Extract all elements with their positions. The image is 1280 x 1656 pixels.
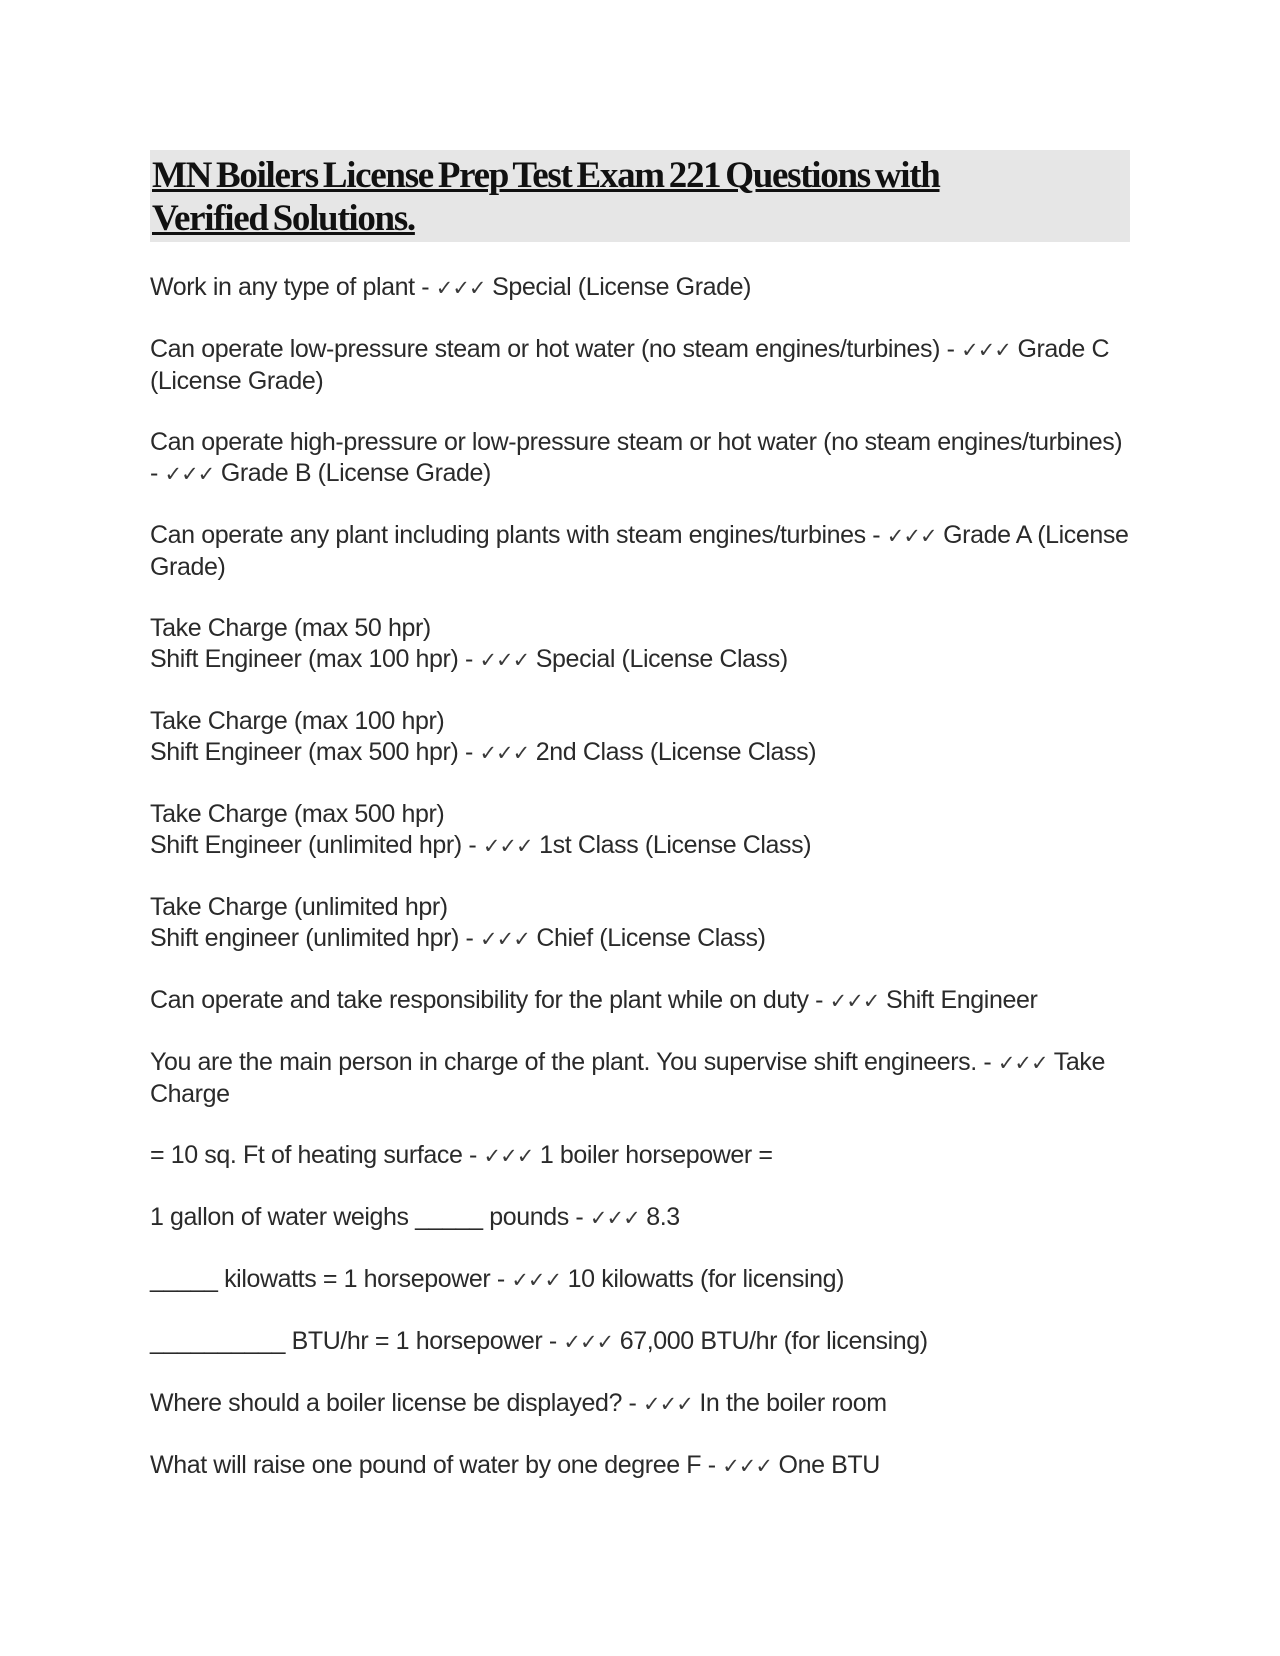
qa-item bbox=[150, 272, 1130, 304]
verified-check-icon: ✓✓✓ bbox=[479, 741, 530, 765]
answer-text: Shift Engineer bbox=[885, 986, 1038, 1014]
question-text: Where should a boiler license be displayed? bbox=[150, 1389, 622, 1417]
separator: - bbox=[458, 738, 480, 766]
answer-text: 67,000 BTU/hr (for licensing) bbox=[619, 1327, 928, 1355]
verified-check-icon: ✓✓✓ bbox=[961, 338, 1011, 362]
verified-check-icon: ✓✓✓ bbox=[480, 927, 530, 951]
separator: - bbox=[414, 273, 436, 301]
qa-item bbox=[150, 706, 1130, 769]
question-text: Shift engineer (unlimited hpr) bbox=[150, 924, 459, 952]
question-text: Take Charge (max 50 hpr) bbox=[150, 614, 431, 642]
verified-check-icon: ✓✓✓ bbox=[643, 1392, 693, 1416]
document-title bbox=[152, 154, 1128, 240]
question-text: Can operate and take responsibility for the plant while on duty bbox=[150, 986, 809, 1014]
verified-check-icon: ✓✓✓ bbox=[511, 1268, 562, 1292]
qa-item bbox=[150, 520, 1130, 583]
verified-check-icon: ✓✓✓ bbox=[589, 1206, 640, 1230]
separator: - bbox=[490, 1265, 512, 1293]
answer-text: Special (License Class) bbox=[535, 645, 788, 673]
separator: - bbox=[459, 924, 481, 952]
qa-item bbox=[150, 334, 1130, 397]
qa-item bbox=[150, 1047, 1130, 1110]
answer-text: 1st Class (License Class) bbox=[539, 831, 812, 859]
qa-item bbox=[150, 1326, 1130, 1358]
qa-item bbox=[150, 1202, 1130, 1234]
question-text: = 10 sq. Ft of heating surface bbox=[150, 1141, 463, 1169]
verified-check-icon: ✓✓✓ bbox=[997, 1051, 1048, 1075]
qa-item bbox=[150, 1450, 1130, 1482]
qa-item bbox=[150, 1140, 1130, 1172]
question-text: Shift Engineer (max 500 hpr) bbox=[150, 738, 459, 766]
separator: - bbox=[458, 645, 480, 673]
qa-item bbox=[150, 985, 1130, 1017]
qa-item bbox=[150, 613, 1130, 676]
qa-item bbox=[150, 1264, 1130, 1296]
answer-text: Chief (License Class) bbox=[536, 924, 766, 952]
separator: - bbox=[150, 459, 165, 487]
qa-item bbox=[150, 799, 1130, 862]
verified-check-icon: ✓✓✓ bbox=[483, 1144, 534, 1168]
separator: - bbox=[701, 1451, 723, 1479]
question-text: Shift Engineer (max 100 hpr) bbox=[150, 645, 459, 673]
separator: - bbox=[461, 831, 483, 859]
title-line: MN Boilers License Prep Test Exam 221 Questions with bbox=[152, 155, 940, 196]
answer-text: One BTU bbox=[778, 1451, 880, 1479]
verified-check-icon: ✓✓✓ bbox=[435, 276, 486, 300]
answer-text: Special (License Grade) bbox=[492, 273, 752, 301]
question-text: What will raise one pound of water by one degree F bbox=[150, 1451, 702, 1479]
separator: - bbox=[865, 521, 887, 549]
question-text: _____ kilowatts = 1 horsepower bbox=[150, 1265, 491, 1293]
question-text: Can operate any plant including plants with steam engines/turbines bbox=[150, 521, 866, 549]
answer-text: 2nd Class (License Class) bbox=[535, 738, 817, 766]
question-text: 1 gallon of water weighs _____ pounds bbox=[150, 1203, 569, 1231]
verified-check-icon: ✓✓✓ bbox=[563, 1330, 614, 1354]
separator: - bbox=[568, 1203, 590, 1231]
qa-list bbox=[150, 272, 1130, 1482]
verified-check-icon: ✓✓✓ bbox=[164, 462, 215, 486]
answer-text: Take Charge bbox=[150, 1048, 1105, 1108]
separator: - bbox=[542, 1327, 564, 1355]
answer-text: Grade B (License Grade) bbox=[220, 459, 491, 487]
answer-text: 1 boiler horsepower = bbox=[539, 1141, 773, 1169]
verified-check-icon: ✓✓✓ bbox=[829, 989, 880, 1013]
title-line: Verified Solutions. bbox=[152, 198, 415, 239]
qa-item bbox=[150, 1388, 1130, 1420]
separator: - bbox=[622, 1389, 644, 1417]
question-text: Take Charge (max 500 hpr) bbox=[150, 800, 445, 828]
question-text: Can operate high-pressure or low-pressure steam or hot water (no steam engines/turbines) bbox=[150, 428, 1123, 456]
answer-text: 8.3 bbox=[646, 1203, 680, 1231]
verified-check-icon: ✓✓✓ bbox=[722, 1454, 772, 1478]
question-text: You are the main person in charge of the plant. You supervise shift engineers. bbox=[150, 1048, 977, 1076]
qa-item bbox=[150, 892, 1130, 955]
verified-check-icon: ✓✓✓ bbox=[886, 524, 937, 548]
document-page bbox=[150, 150, 1130, 1512]
question-text: Shift Engineer (unlimited hpr) bbox=[150, 831, 462, 859]
answer-text: Grade C (License Grade) bbox=[150, 335, 1110, 395]
verified-check-icon: ✓✓✓ bbox=[479, 648, 530, 672]
separator: - bbox=[808, 986, 830, 1014]
question-text: Take Charge (max 100 hpr) bbox=[150, 707, 445, 735]
separator: - bbox=[976, 1048, 998, 1076]
question-text: Work in any type of plant bbox=[150, 273, 415, 301]
question-text: Take Charge (unlimited hpr) bbox=[150, 893, 448, 921]
answer-text: Grade A (License Grade) bbox=[150, 521, 1129, 581]
separator: - bbox=[940, 335, 962, 363]
qa-item bbox=[150, 427, 1130, 490]
answer-text: In the boiler room bbox=[699, 1389, 887, 1417]
separator: - bbox=[462, 1141, 484, 1169]
title-banner bbox=[150, 150, 1130, 242]
question-text: Can operate low-pressure steam or hot water (no steam engines/turbines) bbox=[150, 335, 941, 363]
question-text: __________ BTU/hr = 1 horsepower bbox=[150, 1327, 543, 1355]
verified-check-icon: ✓✓✓ bbox=[482, 834, 533, 858]
answer-text: 10 kilowatts (for licensing) bbox=[567, 1265, 845, 1293]
